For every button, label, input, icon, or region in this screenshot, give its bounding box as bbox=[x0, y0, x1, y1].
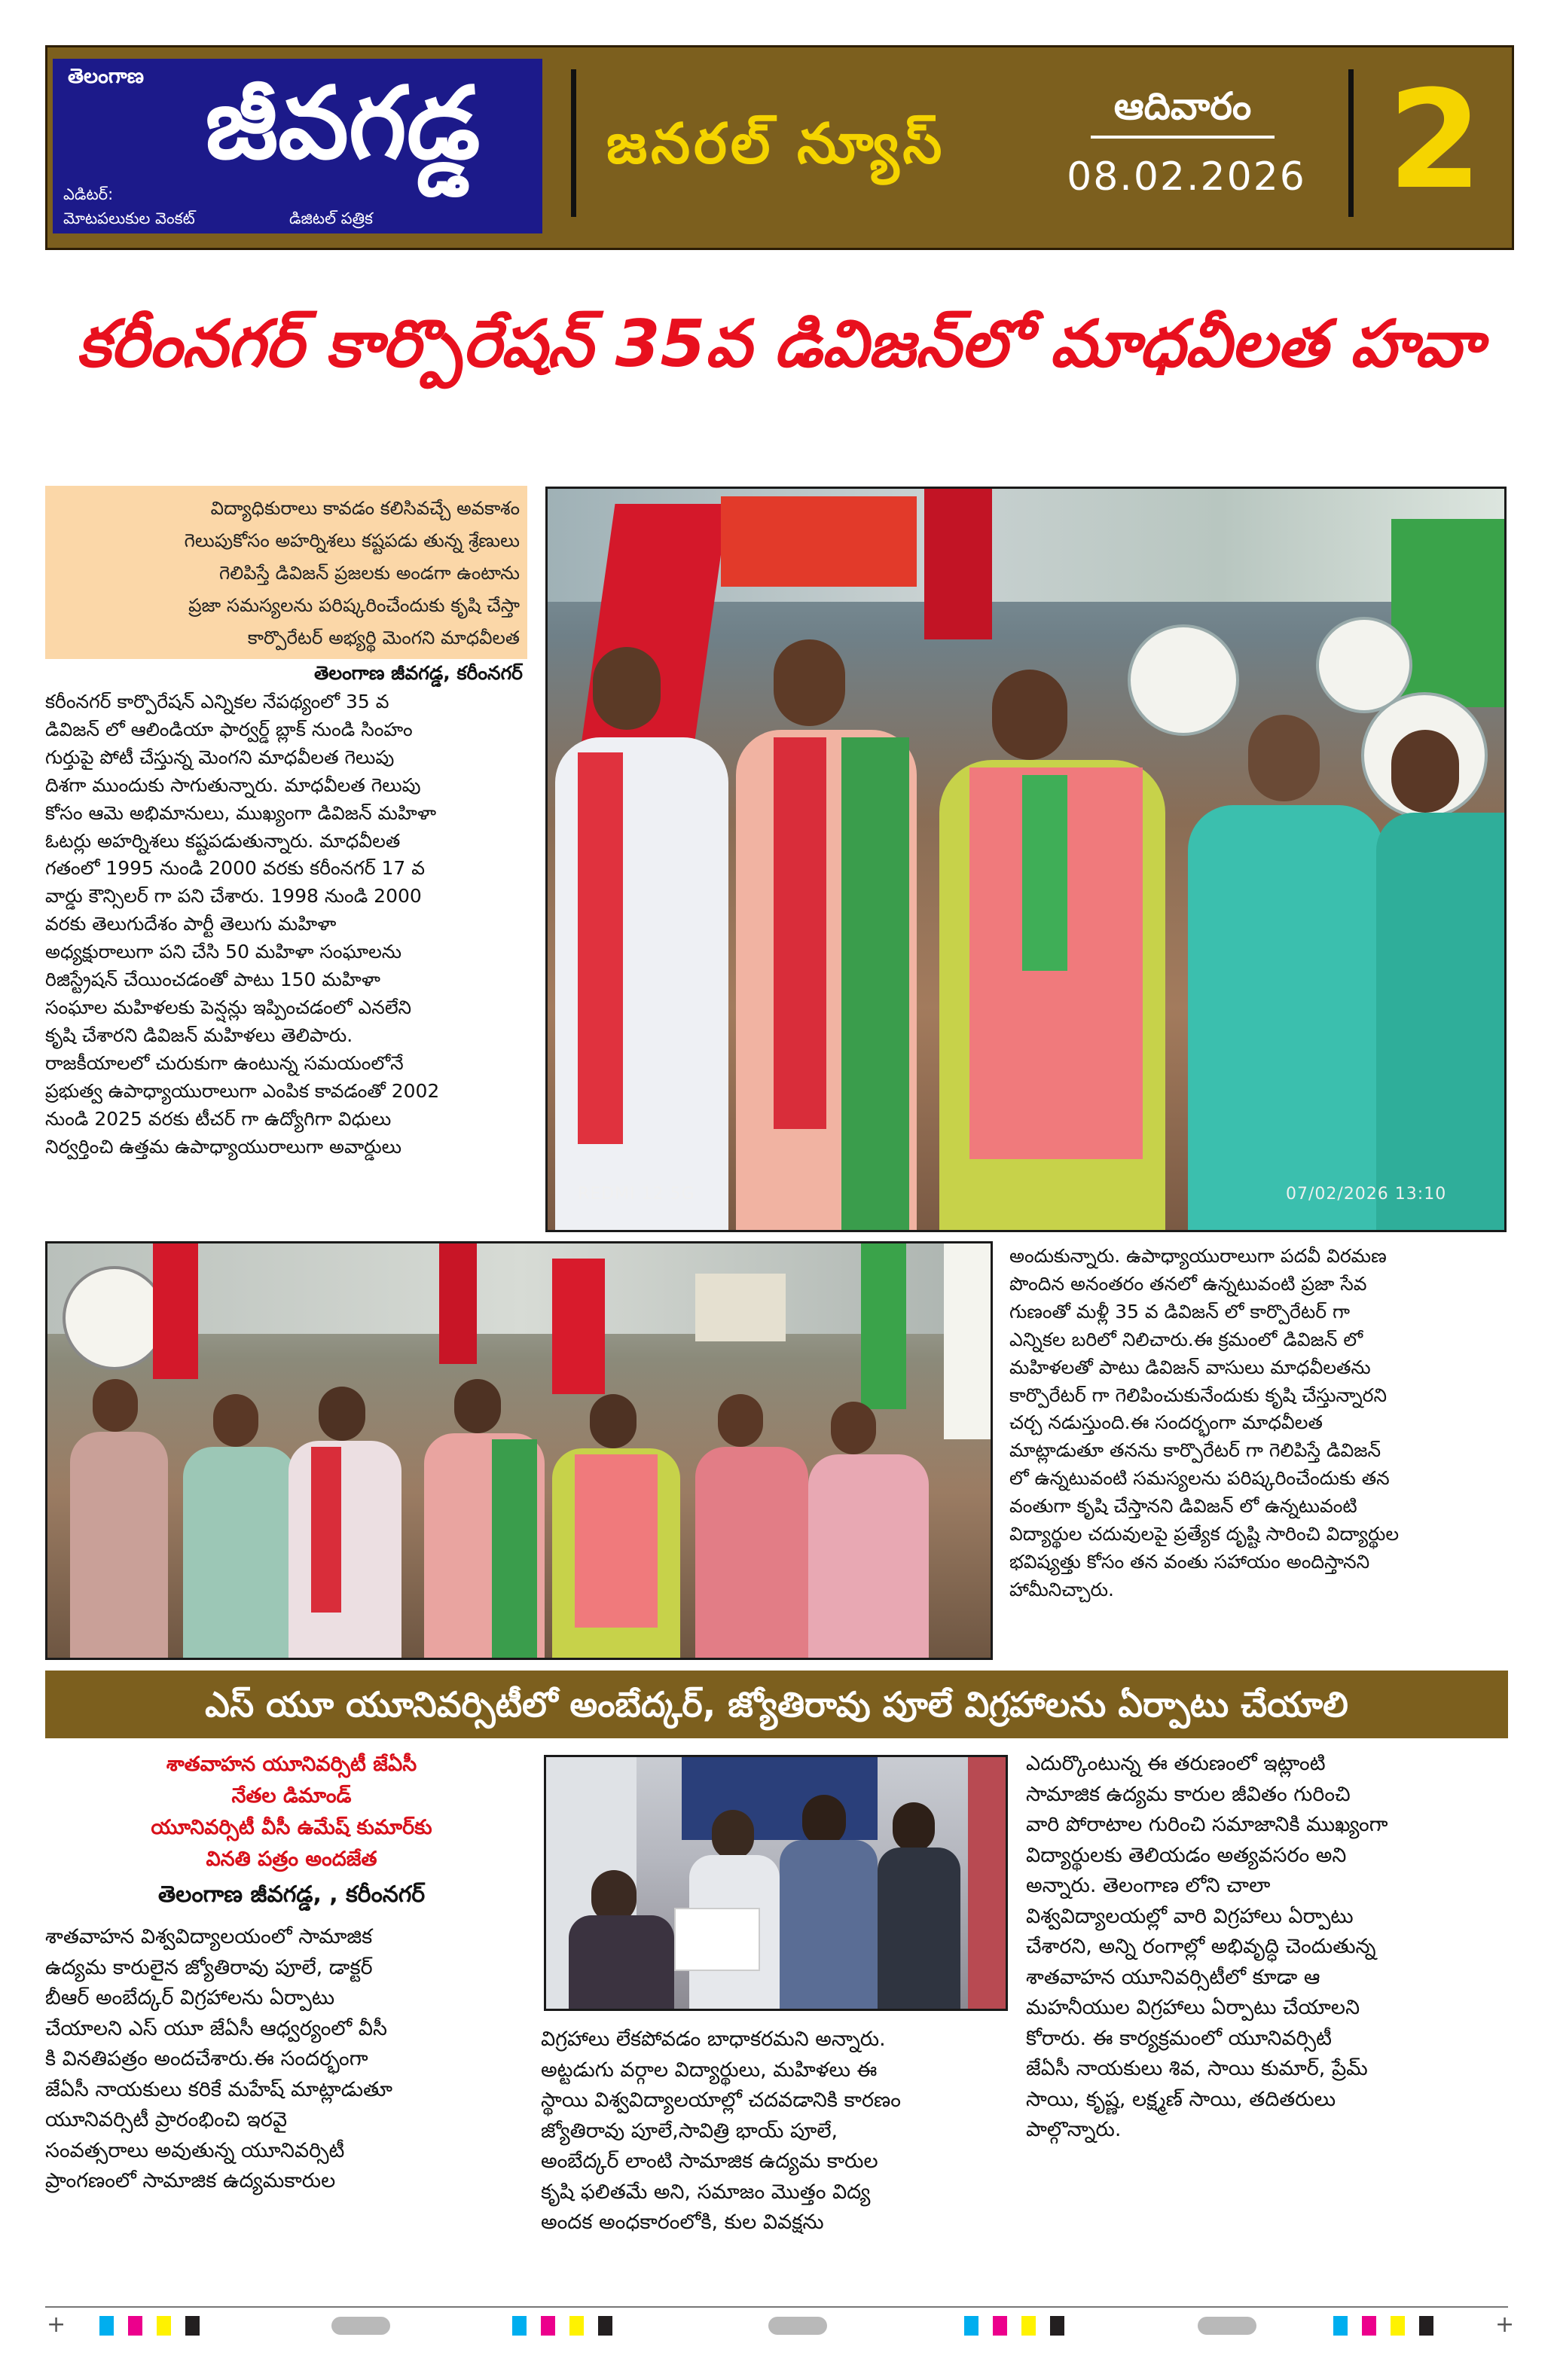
print-registration-pill bbox=[331, 2317, 390, 2335]
body-line: శాతవాహన యూనివర్సిటీలో కూడా ఆ bbox=[1026, 1965, 1320, 1989]
body-line: కార్పొరేటర్ గా గెలిపించుకునేందుకు కృషి చేస్తున్నారని bbox=[1009, 1384, 1388, 1406]
body-line: బీఆర్ అంబేద్కర్ విగ్రహాలను ఏర్పాటు bbox=[45, 1986, 335, 2009]
body-line: కృషి చేశారని డివిజన్ మహిళలు తెలిపారు. bbox=[45, 1024, 353, 1046]
section-title: జనరల్ న్యూస్ bbox=[606, 111, 946, 176]
body-line: గుణంతో మళ్లీ 35 వ డివిజన్ లో కార్పొరేటర్ గా bbox=[1009, 1300, 1351, 1323]
article-highlights bbox=[45, 486, 527, 659]
logo-state-label: తెలంగాణ bbox=[68, 65, 145, 88]
body-line: ఎదుర్కొంటున్న ఈ తరుణంలో ఇట్లాంటి bbox=[1026, 1752, 1326, 1775]
body-line: అందక అంధకారంలోకి, కుల వివక్షను bbox=[541, 2211, 824, 2234]
body-line: సంఘాల మహిళలకు పెన్షన్లు ఇప్పించడంలో ఎనలేని bbox=[45, 996, 412, 1018]
body-line: అందుకున్నారు. ఉపాధ్యాయురాలుగా పదవీ విరమణ bbox=[1009, 1245, 1387, 1267]
body-line: భవిష్యత్తు కోసం తన వంతు సహాయం అందిస్తానని bbox=[1009, 1550, 1370, 1573]
body-line: గుర్తుపై పోటీ చేస్తున్న మెంగని మాధవీలత గెలుపు bbox=[45, 746, 395, 768]
body-line: జ్యోతిరావు పూలే,సావిత్రి భాయ్ పూలే, bbox=[541, 2119, 838, 2143]
body-line: హామీనిచ్చారు. bbox=[1009, 1578, 1114, 1600]
body-line: కోసం ఆమె అభిమానులు, ముఖ్యంగా డివిజన్ మహిళా bbox=[45, 801, 437, 824]
highlight-line: ప్రజా సమస్యలను పరిష్కరించేందుకు కృషి చేస్తా bbox=[188, 594, 520, 616]
weekday-underline bbox=[1091, 136, 1275, 139]
body-line: డివిజన్ లో ఆలిండియా ఫార్వర్డ్ బ్లాక్ నుండి సింహం bbox=[45, 718, 413, 740]
issue-weekday: ఆదివారం bbox=[1113, 84, 1252, 128]
body-line: ఓటర్లు అహర్నిశలు కష్టపడుతున్నారు. మాధవీలత bbox=[45, 829, 401, 852]
body-line: విద్యార్థుల చదువులపై ప్రత్యేక దృష్టి సారించి విద్యార్థుల bbox=[1009, 1523, 1400, 1545]
body-line: సంవత్సరాలు అవుతున్న యూనివర్సిటీ bbox=[45, 2138, 345, 2162]
page-number: 2 bbox=[1388, 62, 1482, 219]
color-calibration-bar bbox=[512, 2316, 627, 2336]
photo-timestamp: 07/02/2026 13:10 bbox=[1286, 1185, 1447, 1204]
article-body-continued bbox=[1009, 1243, 1507, 1604]
body-line: వరకు తెలుగుదేశం పార్టీ తెలుగు మహిళా bbox=[45, 913, 337, 935]
article-body-column bbox=[45, 1922, 538, 2197]
article-body-column bbox=[1026, 1749, 1508, 2146]
color-calibration-bar bbox=[1333, 2316, 1448, 2336]
body-line: ప్రభుత్వ ఉపాధ్యాయురాలుగా ఎంపిక కావడంతో 2002 bbox=[45, 1079, 440, 1102]
body-line: వారి పోరాటాల గురించి సమాజానికి ముఖ్యంగా bbox=[1026, 1813, 1388, 1836]
body-line: వంతుగా కృషి చేస్తానని డివిజన్ లో ఉన్నటువంటి bbox=[1009, 1495, 1357, 1518]
article-byline: తెలంగాణ జీవగడ్డ, కరీంనగర్ bbox=[313, 662, 523, 684]
article-body-column bbox=[45, 688, 527, 1161]
secondary-headline: ఎస్ యూ యూనివర్సిటీలో అంబేద్కర్, జ్యోతిరావు పూలే విగ్రహాలను ఏర్పాటు చేయాలి bbox=[205, 1684, 1348, 1725]
body-line: విగ్రహాలు లేకపోవడం బాధాకరమని అన్నారు. bbox=[541, 2028, 886, 2051]
body-line: జేఏసీ నాయకులు శివ, సాయి కుమార్, ప్రేమ్ bbox=[1026, 2057, 1368, 2080]
body-line: వార్డు కౌన్సిలర్ గా పని చేశారు. 1998 నుండి 2000 bbox=[45, 885, 422, 908]
main-headline: కరీంనగర్ కార్పొరేషన్ 35వ డివిజన్‌లో మాధవీలత హవా bbox=[76, 307, 1483, 382]
body-line: జేఏసీ నాయకులు కరికే మహేష్ మాట్లాడుతూ bbox=[45, 2077, 393, 2101]
subheadline: యూనివర్సిటీ వీసీ ఉమేష్ కుమార్‌కు bbox=[151, 1816, 432, 1839]
body-line: కోరారు. ఈ కార్యక్రమంలో యూనివర్సిటీ bbox=[1026, 2026, 1332, 2050]
subheadline: వినతి పత్రం అందజేత bbox=[206, 1848, 377, 1871]
color-calibration-bar bbox=[99, 2316, 214, 2336]
body-line: సాయి, కృష్ణ, లక్ష్మణ్ సాయి, తదితరులు bbox=[1026, 2087, 1336, 2111]
registration-mark: + bbox=[47, 2311, 66, 2338]
masthead-divider bbox=[571, 69, 576, 217]
body-line: మహిళలతో పాటు డివిజన్ వాసులు మాధవీలతను bbox=[1009, 1356, 1371, 1378]
body-line: ప్రాంగణంలో సామాజిక ఉద్యమకారుల bbox=[45, 2169, 336, 2192]
body-line: అన్నారు. తెలంగాణ లోని చాలా bbox=[1026, 1874, 1271, 1897]
article-byline: తెలంగాణ జీవగడ్డ, , కరీంనగర్ bbox=[157, 1881, 426, 1908]
memorandum-photo bbox=[544, 1755, 1008, 2011]
body-line: పాల్గొన్నారు. bbox=[1026, 2118, 1122, 2141]
subheadline: శాతవాహన యూనివర్సిటీ జేఏసీ bbox=[166, 1753, 417, 1776]
logo-wordmark: జీవగడ్డ bbox=[205, 66, 481, 182]
registration-mark: + bbox=[1495, 2311, 1515, 2338]
body-line: దిశగా ముందుకు సాగుతున్నారు. మాధవీలత గెలుపు bbox=[45, 774, 421, 796]
body-line: మాట్లాడుతూ తనను కార్పొరేటర్ గా గెలిపిస్తే డివిజన్ bbox=[1009, 1439, 1381, 1462]
body-line: అట్టడుగు వర్గాల విద్యార్థులు, మహిళలు ఈ bbox=[541, 2058, 878, 2082]
body-line: గతంలో 1995 నుండి 2000 వరకు కరీంనగర్ 17 వ bbox=[45, 857, 426, 880]
body-line: విశ్వవిద్యాలయల్లో వారి విగ్రహాలు ఏర్పాటు bbox=[1026, 1904, 1354, 1928]
body-line: అంబేద్కర్ లాంటి సామాజిక ఉద్యమ కారుల bbox=[541, 2150, 878, 2173]
digital-edition-label: డిజిటల్ పత్రిక bbox=[289, 209, 373, 227]
body-line: కి వినతిపత్రం అందచేశారు.ఈ సందర్భంగా bbox=[45, 2047, 368, 2070]
body-line: లో ఉన్నటువంటి సమస్యలను పరిష్కరించేందుకు తన bbox=[1009, 1467, 1390, 1490]
body-line: చర్చ నడుస్తుంది.ఈ సందర్భంగా మాధవీలత bbox=[1009, 1411, 1323, 1434]
highlight-line: గెలిపిస్తే డివిజన్ ప్రజలకు అండగా ఉంటాను bbox=[218, 562, 520, 584]
highlight-line: గెలుపుకోసం అహర్నిశలు కష్టపడు తున్న శ్రేణులు bbox=[184, 529, 520, 551]
subheadline: నేతల డిమాండ్ bbox=[231, 1784, 352, 1808]
camera-watermark: REDMI 12 5G bbox=[578, 1185, 695, 1204]
body-line: రిజిస్ట్రేషన్ చేయించడంతో పాటు 150 మహిళా bbox=[45, 969, 380, 991]
body-line: చేశారని, అన్ని రంగాల్లో అభివృద్ధి చెందుతున్న bbox=[1026, 1935, 1376, 1958]
editor-name: మోటపలుకుల వెంకట్ bbox=[63, 209, 195, 227]
body-line: ఉద్యమ కారులైన జ్యోతిరావు పూలే, డాక్టర్ bbox=[45, 1955, 373, 1979]
highlight-line: కార్పొరేటర్ అభ్యర్థి మెంగని మాధవీలత bbox=[247, 627, 520, 648]
body-line: కరీంనగర్ కార్పొరేషన్ ఎన్నికల నేపథ్యంలో 35 వ bbox=[45, 691, 389, 712]
body-line: చేయాలని ఎస్ యూ జేఏసీ ఆధ్వర్యంలో వీసీ bbox=[45, 2016, 387, 2040]
masthead-divider bbox=[1348, 69, 1354, 217]
body-line: ఎన్నికల బరిలో నిలిచారు.ఈ క్రమంలో డివిజన్ లో bbox=[1009, 1328, 1363, 1350]
body-line: శాతవాహన విశ్వవిద్యాలయంలో సామాజిక bbox=[45, 1925, 373, 1948]
highlight-line: విద్యాధికురాలు కావడం కలిసివచ్చే అవకాశం bbox=[210, 497, 520, 519]
issue-date: 08.02.2026 bbox=[1067, 154, 1306, 200]
body-line: అధ్యక్షురాలుగా పని చేసి 50 మహిళా సంఘాలను bbox=[45, 941, 401, 963]
article-body-column bbox=[541, 2025, 1008, 2238]
editor-label: ఎడిటర్: bbox=[63, 185, 114, 203]
body-line: సామాజిక ఉద్యమ కారుల జీవితం గురించి bbox=[1026, 1782, 1351, 1806]
body-line: రాజకీయాలలో చురుకుగా ఉంటున్న సమయంలోనే bbox=[45, 1051, 404, 1074]
body-line: నుండి 2025 వరకు టీచర్ గా ఉద్యోగిగా విధులు bbox=[45, 1107, 392, 1130]
print-registration-pill bbox=[1198, 2317, 1256, 2335]
color-calibration-bar bbox=[964, 2316, 1079, 2336]
body-line: మహనీయుల విగ్రహాలు ఏర్పాటు చేయాలని bbox=[1026, 1996, 1360, 2019]
body-line: నిర్వర్తించి ఉత్తమ ఉపాధ్యాయురాలుగా అవార్డులు bbox=[45, 1135, 402, 1158]
body-line: పొందిన అనంతరం తనలో ఉన్నటువంటి ప్రజా సేవ bbox=[1009, 1272, 1367, 1295]
body-line: కృషి ఫలితమే అని, సమాజం మొత్తం విద్య bbox=[541, 2180, 871, 2204]
body-line: యూనివర్సిటీ ప్రారంభించి ఇరవై bbox=[45, 2108, 288, 2131]
candidate-photo bbox=[545, 487, 1507, 1232]
body-line: స్థాయి విశ్వవిద్యాలయాల్లో చదవడానికి కారణం bbox=[541, 2089, 901, 2112]
body-line: విద్యార్థులకు తెలియడం అత్యవసరం అని bbox=[1026, 1843, 1347, 1867]
rally-photo bbox=[45, 1241, 993, 1660]
footer-rule bbox=[45, 2306, 1508, 2308]
print-registration-pill bbox=[768, 2317, 827, 2335]
